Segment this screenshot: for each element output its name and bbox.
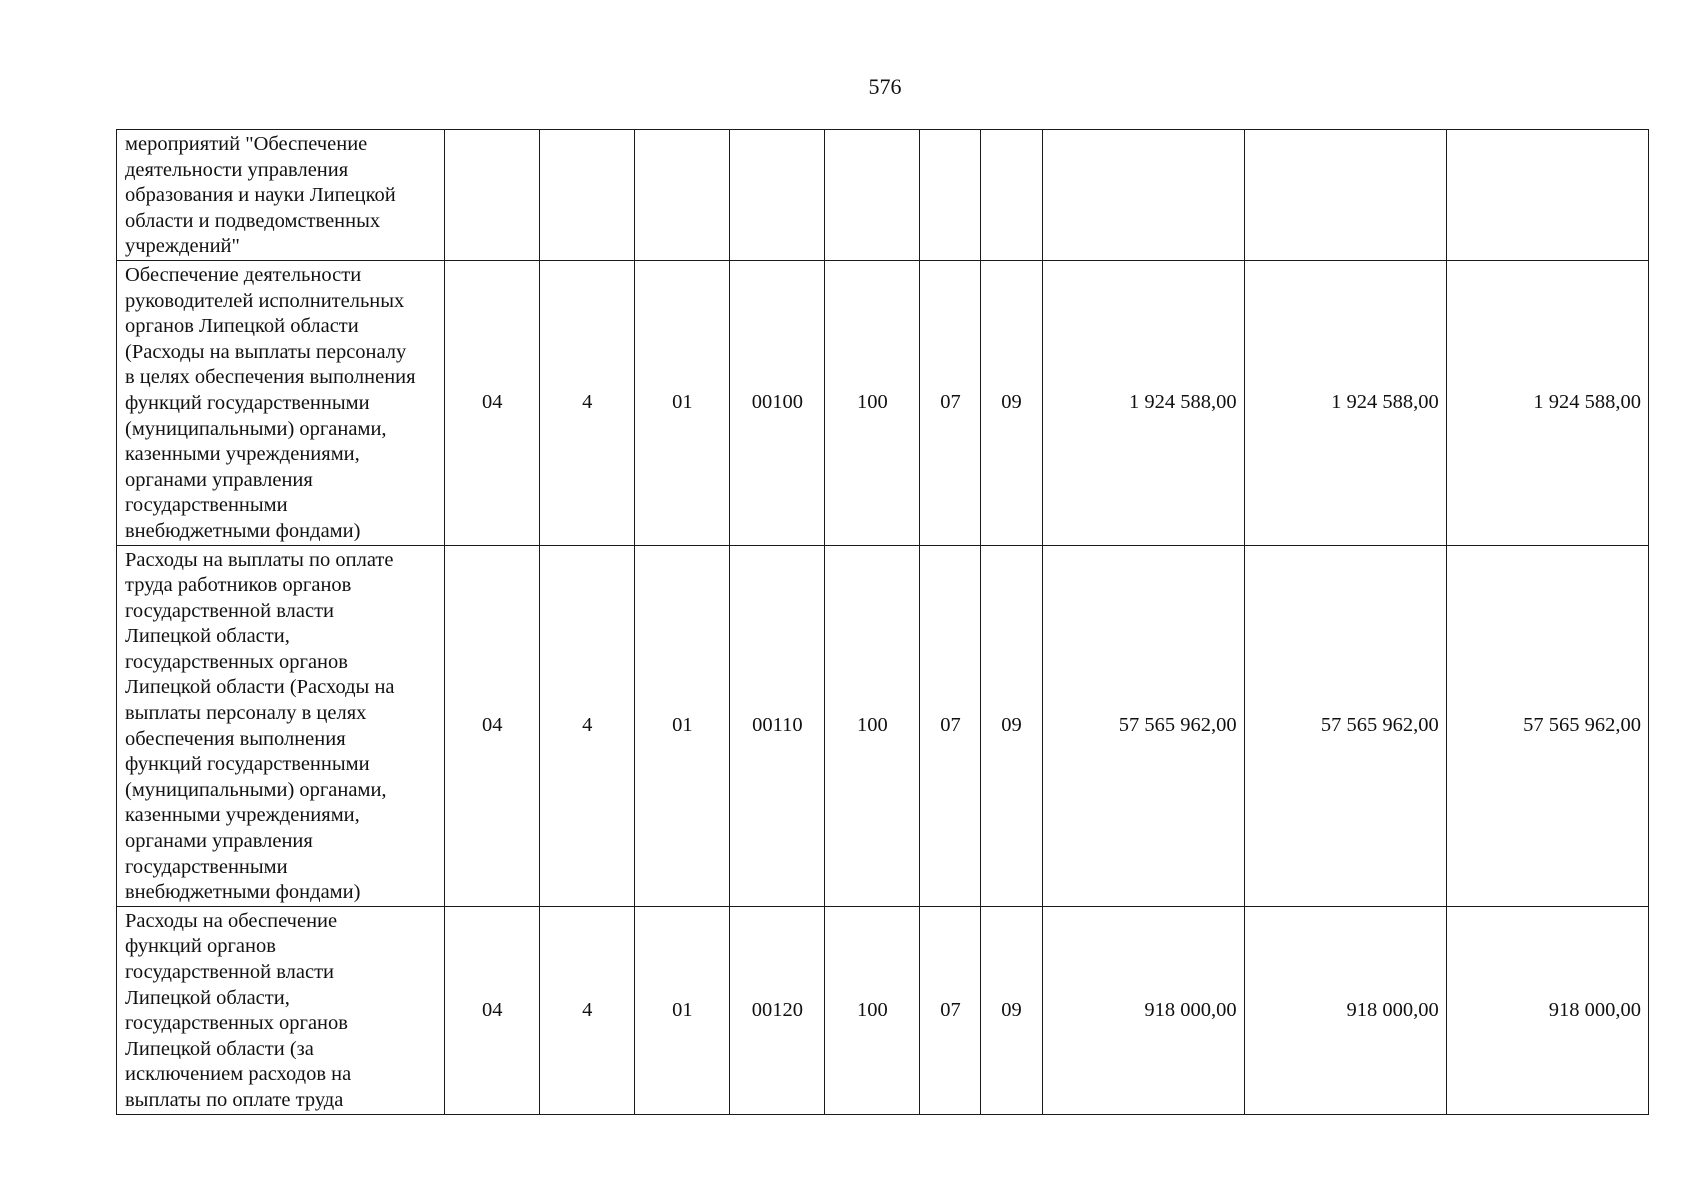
amount-cell: 1 924 588,00 bbox=[1042, 260, 1244, 545]
amount-cell: 1 924 588,00 bbox=[1446, 260, 1648, 545]
row-description: Расходы на обеспечение функций органов государственной власти Липецкой области, государственных органов Липецкой области (за исключением расходов на выплаты по оплате труда bbox=[117, 906, 445, 1114]
code-cell bbox=[635, 130, 730, 261]
amount-cell bbox=[1244, 130, 1446, 261]
code-cell: 00120 bbox=[730, 906, 825, 1114]
code-cell: 07 bbox=[920, 545, 981, 906]
amount-cell: 1 924 588,00 bbox=[1244, 260, 1446, 545]
code-cell: 00100 bbox=[730, 260, 825, 545]
code-cell: 4 bbox=[540, 260, 635, 545]
table-row bbox=[117, 906, 1649, 1114]
code-cell: 04 bbox=[445, 260, 540, 545]
amount-cell: 918 000,00 bbox=[1446, 906, 1648, 1114]
code-cell bbox=[540, 130, 635, 261]
amount-cell bbox=[1446, 130, 1648, 261]
row-description: мероприятий "Обеспечение деятельности управления образования и науки Липецкой области и подведомственных учреждений" bbox=[117, 130, 445, 261]
code-cell: 07 bbox=[920, 260, 981, 545]
code-cell bbox=[445, 130, 540, 261]
code-cell: 100 bbox=[825, 260, 920, 545]
code-cell: 100 bbox=[825, 906, 920, 1114]
amount-cell: 918 000,00 bbox=[1042, 906, 1244, 1114]
code-cell: 01 bbox=[635, 906, 730, 1114]
amount-cell bbox=[1042, 130, 1244, 261]
code-cell: 07 bbox=[920, 906, 981, 1114]
table-row bbox=[117, 545, 1649, 906]
amount-cell: 57 565 962,00 bbox=[1244, 545, 1446, 906]
code-cell: 04 bbox=[445, 906, 540, 1114]
row-description: Обеспечение деятельности руководителей исполнительных органов Липецкой области (Расходы на выплаты персоналу в целях обеспечения выполнения функций государственными (муниципальными) органами, казенными учреждениями, органами управления государственными внебюджетными фондами) bbox=[117, 260, 445, 545]
code-cell bbox=[730, 130, 825, 261]
code-cell: 4 bbox=[540, 545, 635, 906]
code-cell: 00110 bbox=[730, 545, 825, 906]
code-cell bbox=[825, 130, 920, 261]
code-cell: 09 bbox=[981, 260, 1042, 545]
code-cell bbox=[920, 130, 981, 261]
code-cell: 01 bbox=[635, 545, 730, 906]
table-row bbox=[117, 260, 1649, 545]
code-cell: 09 bbox=[981, 545, 1042, 906]
row-description: Расходы на выплаты по оплате труда работников органов государственной власти Липецкой области, государственных органов Липецкой области (Расходы на выплаты персоналу в целях обеспечения выполнения функций государственными (муниципальными) органами, казенными учреждениями, органами управления государственными внебюджетными фондами) bbox=[117, 545, 445, 906]
code-cell: 09 bbox=[981, 906, 1042, 1114]
budget-table bbox=[116, 129, 1649, 1115]
code-cell: 04 bbox=[445, 545, 540, 906]
amount-cell: 57 565 962,00 bbox=[1446, 545, 1648, 906]
table-row bbox=[117, 130, 1649, 261]
code-cell: 100 bbox=[825, 545, 920, 906]
code-cell: 01 bbox=[635, 260, 730, 545]
page-number: 576 bbox=[868, 74, 902, 99]
code-cell: 4 bbox=[540, 906, 635, 1114]
amount-cell: 57 565 962,00 bbox=[1042, 545, 1244, 906]
code-cell bbox=[981, 130, 1042, 261]
amount-cell: 918 000,00 bbox=[1244, 906, 1446, 1114]
